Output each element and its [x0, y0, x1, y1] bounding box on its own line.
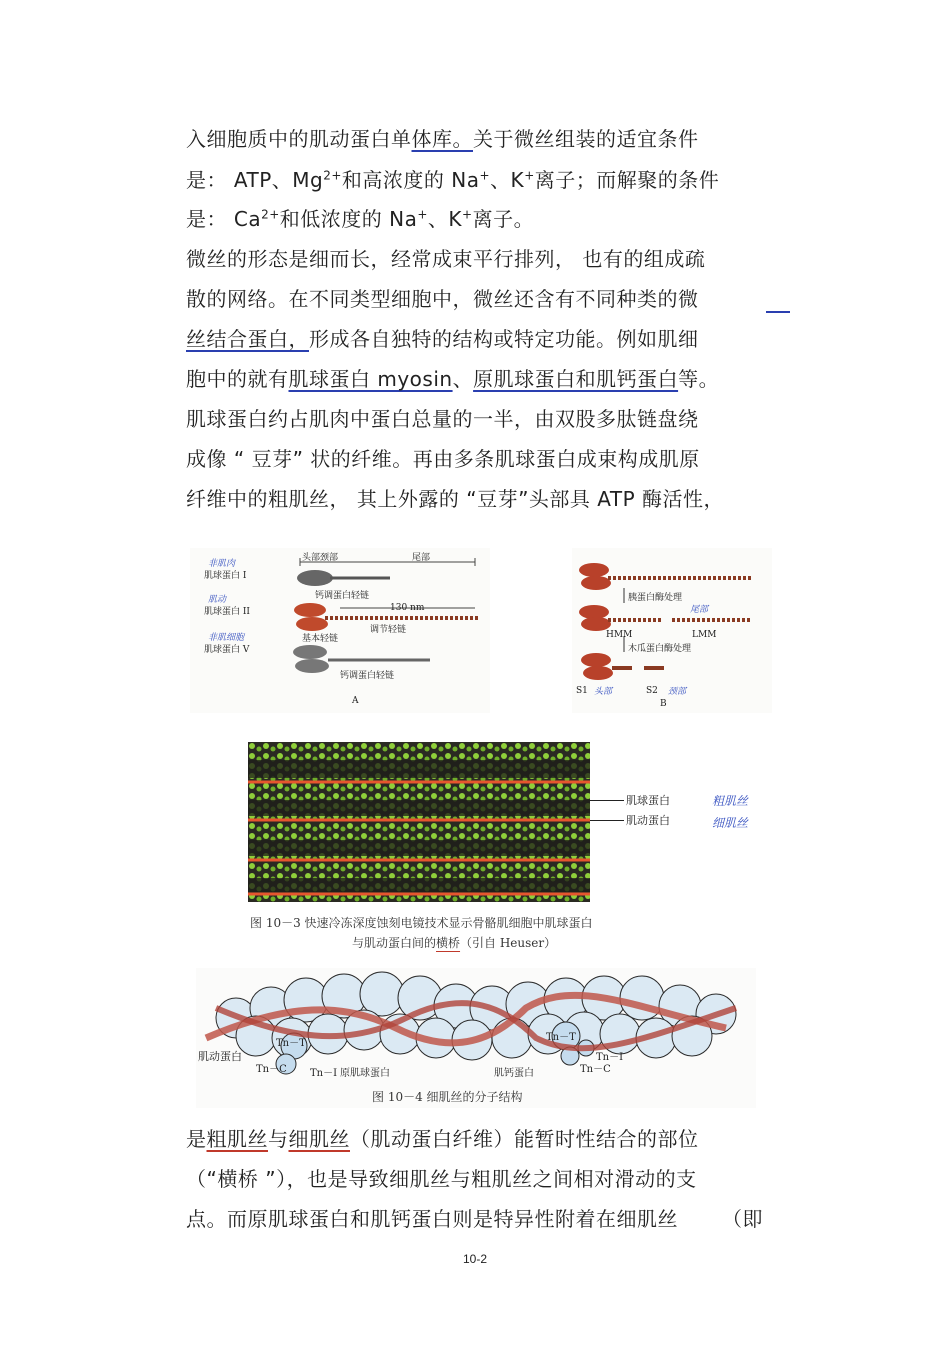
text-line-10: 纤维中的粗肌丝， 其上外露的 “豆芽”头部具 ATP 酶活性， — [186, 487, 725, 511]
row-myosin-5: 肌球蛋白 V — [204, 645, 250, 655]
s1-head-label: 头部 — [594, 687, 613, 697]
regulatory-chain-label: 调节轻链 — [370, 625, 407, 635]
actin-pointer-label: 肌动蛋白 — [626, 814, 670, 827]
text-line-6: 丝结合蛋白，形成各自独特的结构或特定功能。例如肌细 — [186, 327, 699, 351]
troponin-label: 肌钙蛋白 — [494, 1068, 534, 1079]
papain-label: 木瓜蛋白酶处理 — [628, 644, 692, 654]
head-neck-label: 头部颈部 — [302, 553, 339, 563]
figure-myosin-proteolysis — [572, 548, 772, 713]
text-line-4: 微丝的形态是细而长，经常成束平行排列， 也有的组成疏 — [186, 247, 706, 271]
hmm-label: HMM — [606, 630, 633, 640]
row-myosin-2: 肌球蛋白 II — [204, 607, 250, 617]
figure-10-4-caption: 图 10－4 细肌丝的分子结构 — [372, 1090, 523, 1104]
s2-label: S2 — [646, 686, 658, 696]
tnc-label-2: Tn－C — [580, 1064, 611, 1075]
tail-hand-label: 尾部 — [690, 605, 709, 615]
s2-neck-label: 颈部 — [668, 687, 687, 697]
figure-10-3-caption-line1: 图 10－3 快速冷冻深度蚀刻电镜技术显示骨骼肌细胞中肌球蛋白 — [250, 916, 593, 930]
trypsin-label: 胰蛋白酶处理 — [628, 593, 683, 603]
underline-mark — [766, 311, 790, 313]
length-label: 130 nm — [390, 603, 425, 613]
thin-filament-note: 细肌丝 — [712, 816, 749, 830]
text-line-8: 肌球蛋白约占肌肉中蛋白总量的一半，由双股多肽链盘绕 — [186, 407, 699, 431]
em-texture — [248, 742, 590, 902]
tnt-label-1: Tn－T — [276, 1038, 306, 1049]
figure-myosin-types — [190, 548, 490, 713]
pointer-line-2 — [590, 820, 624, 821]
pointer-line-1 — [590, 800, 624, 801]
text-line-13: 点。而原肌球蛋白和肌钙蛋白则是特异性附着在细肌丝 （即 — [186, 1207, 763, 1231]
s1-label: S1 — [576, 686, 588, 696]
tropomyosin-label: 原肌球蛋白 — [340, 1068, 390, 1079]
myosin-pointer-label: 肌球蛋白 — [626, 794, 670, 807]
essential-chain-label: 基本轻链 — [302, 634, 339, 644]
tni-label-2: Tn－I — [596, 1052, 624, 1063]
text-line-9: 成像 “ 豆芽” 状的纤维。再由多条肌球蛋白成束构成肌原 — [186, 447, 700, 471]
panel-b-label: B — [660, 699, 667, 709]
tnc-label-1: Tn－C — [256, 1064, 287, 1075]
text-line-5: 散的网络。在不同类型细胞中，微丝还含有不同种类的微 — [186, 287, 699, 311]
text-line-11: 是粗肌丝与细肌丝（肌动蛋白纤维）能暂时性结合的部位 — [186, 1127, 699, 1151]
light-chain-label-1: 钙调蛋白轻链 — [315, 591, 370, 601]
light-chain-label-2: 钙调蛋白轻链 — [340, 671, 395, 681]
hand-note-3: 非肌细胞 — [208, 633, 245, 643]
text-line-1: 入细胞质中的肌动蛋白单体库。关于微丝组装的适宜条件 — [186, 127, 699, 151]
tnt-label-2: Tn－T — [546, 1032, 576, 1043]
thick-filament-note: 粗肌丝 — [712, 794, 749, 808]
hand-note-2: 肌动 — [208, 595, 227, 605]
lmm-label: LMM — [692, 630, 717, 640]
figure-em-image — [248, 742, 590, 902]
figure-10-3-caption-line2: 与肌动蛋白间的横桥（引自 Heuser） — [352, 936, 557, 950]
hand-note-1: 非肌肉 — [208, 559, 236, 569]
panel-a-label: A — [352, 696, 359, 706]
actin-label: 肌动蛋白 — [198, 1050, 242, 1063]
page-number: 10-2 — [462, 1252, 488, 1266]
text-line-3: 是： $Ca^{2+}$和低浓度的 Na+、K+离子。 — [186, 207, 535, 231]
figure-thin-filament — [196, 968, 756, 1108]
row-myosin-1: 肌球蛋白 I — [204, 571, 247, 581]
tail-label: 尾部 — [412, 553, 431, 563]
text-line-7: 胞中的就有肌球蛋白 myosin、原肌球蛋白和肌钙蛋白等。 — [186, 367, 720, 391]
text-line-2: 是： ATP、$Mg^{2+}$和高浓度的 Na+、K+离子；而解聚的条件 — [186, 168, 720, 192]
tni-label-1: Tn－I — [310, 1068, 338, 1079]
text-line-12: （“横桥 ”），也是导致细肌丝与粗肌丝之间相对滑动的支 — [186, 1167, 697, 1191]
